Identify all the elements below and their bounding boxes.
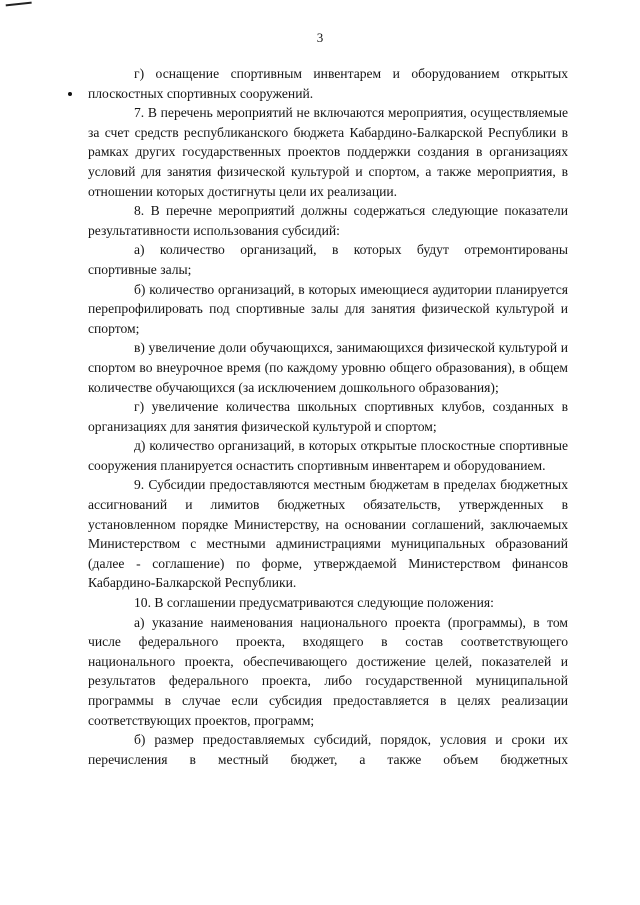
- paragraph-9-subsidies: 9. Субсидии предоставляются местным бюджетам в пределах бюджетных ассигнований и лимитов бюджетных обязательств, утвержденных в установленном порядке Министерству, на основании соглашений, заключаемых Министерством с местными администрациями муниципальных образований (далее - соглашение) по форме, утверждаемой Министерством финансов Кабардино-Балкарской Республики.: [88, 477, 568, 591]
- indicator-item-g: г) увеличение количества школьных спортивных клубов, созданных в организациях для занятия физической культурой и спортом;: [88, 399, 568, 434]
- page-number: 3: [316, 30, 324, 45]
- scan-artifact-mark: [6, 2, 33, 13]
- indicator-item-d: д) количество организаций, в которых открытые плоскостные спортивные сооружения планируется оснастить спортивным инвентарем и оборудованием.: [88, 438, 568, 473]
- indicator-item-v: в) увеличение доли обучающихся, занимающихся физической культурой и спортом во внеурочное время (по каждому уровню общего образования), в общем количестве обучающихся (за исключением дошкольного образования);: [88, 340, 568, 395]
- margin-dot: [68, 92, 72, 96]
- paragraph-10-agreement: 10. В соглашении предусматриваются следующие положения:: [134, 595, 494, 611]
- paragraph-item-g-equipment: г) оснащение спортивным инвентарем и оборудованием открытых плоскостных спортивных сооружений.: [88, 66, 568, 101]
- agreement-item-a: а) указание наименования национального проекта (программы), в том числе федерального проекта, входящего в состав соответствующего национального проекта, обеспечивающего достижение целей, показателей и результатов федерального проекта, либо государственной муниципальной программы в случае если субсидия предоставляется в целях реализации соответствующих проектов, программ;: [88, 614, 568, 728]
- indicator-item-b: б) количество организаций, в которых имеющиеся аудитории планируется перепрофилировать под спортивные залы для занятия физической культурой и спортом;: [88, 281, 568, 336]
- indicator-item-a: а) количество организаций, в которых будут отремонтированы спортивные залы;: [88, 242, 568, 277]
- document-body: [88, 64, 568, 769]
- agreement-item-b: б) размер предоставляемых субсидий, порядок, условия и сроки их перечисления в местный бюджет, а также объем бюджетных: [88, 732, 568, 767]
- paragraph-7-exclusions: 7. В перечень мероприятий не включаются мероприятия, осуществляемые за счет средств республиканского бюджета Кабардино-Балкарской Республики в рамках других государственных проектов поддержки создания в организациях условий для занятия физической культурой и спортом, а также мероприятия, в отношении которых достигнуты цели их реализации.: [88, 105, 568, 199]
- paragraph-8-indicators: 8. В перечне мероприятий должны содержаться следующие показатели результативности использования субсидий:: [88, 203, 568, 238]
